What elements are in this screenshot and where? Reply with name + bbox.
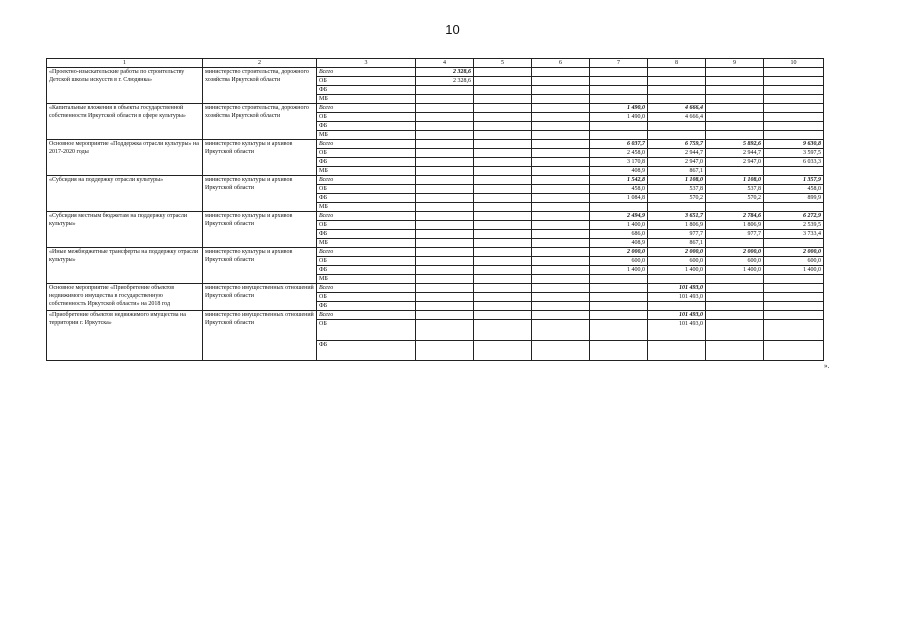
amount-cell: [648, 122, 706, 131]
amount-cell: [590, 320, 648, 341]
funding-source: ОБ: [317, 221, 416, 230]
amount-cell: [764, 341, 824, 361]
amount-cell: [474, 230, 532, 239]
closing-mark: ».: [824, 362, 830, 370]
funding-source: МБ: [317, 95, 416, 104]
amount-cell: [474, 77, 532, 86]
amount-cell: 2 947,0: [648, 158, 706, 167]
column-header: 5: [474, 59, 532, 68]
amount-cell: [474, 341, 532, 361]
amount-cell: 1 400,0: [648, 266, 706, 275]
amount-cell: [648, 203, 706, 212]
amount-cell: [764, 311, 824, 320]
amount-cell: [532, 149, 590, 158]
amount-cell: [474, 68, 532, 77]
amount-cell: [532, 113, 590, 122]
column-header: 9: [706, 59, 764, 68]
table-row: [47, 104, 824, 113]
table-row: [47, 212, 824, 221]
amount-cell: [764, 122, 824, 131]
amount-cell: [532, 266, 590, 275]
amount-cell: 1 400,0: [764, 266, 824, 275]
amount-cell: 1 084,8: [590, 194, 648, 203]
amount-cell: [706, 203, 764, 212]
funding-source: МБ: [317, 275, 416, 284]
amount-cell: 600,0: [648, 257, 706, 266]
amount-cell: [474, 194, 532, 203]
amount-cell: [532, 86, 590, 95]
amount-cell: [416, 221, 474, 230]
amount-cell: [648, 68, 706, 77]
amount-cell: [532, 341, 590, 361]
amount-cell: [764, 113, 824, 122]
amount-cell: [706, 113, 764, 122]
activity-description: «Субсидия местным бюджетам на поддержку отрасли культуры»: [47, 212, 203, 248]
amount-cell: [706, 284, 764, 293]
amount-cell: 3 651,7: [648, 212, 706, 221]
amount-cell: [706, 293, 764, 302]
column-header: 2: [203, 59, 317, 68]
amount-cell: [532, 167, 590, 176]
amount-cell: [532, 194, 590, 203]
amount-cell: [474, 167, 532, 176]
amount-cell: [416, 104, 474, 113]
amount-cell: 458,0: [764, 185, 824, 194]
budget-table: [46, 58, 824, 361]
funding-source: ОБ: [317, 185, 416, 194]
amount-cell: [764, 320, 824, 341]
amount-cell: 2 000,0: [648, 248, 706, 257]
funding-source: ФБ: [317, 122, 416, 131]
amount-cell: [532, 68, 590, 77]
amount-cell: [706, 239, 764, 248]
funding-source: МБ: [317, 203, 416, 212]
amount-cell: [532, 122, 590, 131]
amount-cell: [416, 176, 474, 185]
amount-cell: [416, 167, 474, 176]
amount-cell: [706, 302, 764, 311]
amount-cell: [532, 284, 590, 293]
responsible-executor: министерство культуры и архивов Иркутской области: [203, 140, 317, 176]
amount-cell: [474, 185, 532, 194]
amount-cell: [706, 167, 764, 176]
amount-cell: [532, 176, 590, 185]
amount-cell: 2 000,0: [590, 248, 648, 257]
amount-cell: [474, 293, 532, 302]
amount-cell: [474, 149, 532, 158]
amount-cell: 570,2: [648, 194, 706, 203]
amount-cell: [764, 302, 824, 311]
amount-cell: [532, 77, 590, 86]
funding-source: МБ: [317, 167, 416, 176]
column-header: 3: [317, 59, 416, 68]
amount-cell: [764, 95, 824, 104]
amount-cell: [416, 239, 474, 248]
amount-cell: 1 490,0: [590, 104, 648, 113]
amount-cell: [532, 248, 590, 257]
column-header: 4: [416, 59, 474, 68]
amount-cell: 6 759,7: [648, 140, 706, 149]
amount-cell: 2 000,0: [706, 248, 764, 257]
responsible-executor: министерство культуры и архивов Иркутской области: [203, 212, 317, 248]
funding-source: МБ: [317, 131, 416, 140]
amount-cell: [416, 248, 474, 257]
table-row: [47, 140, 824, 149]
amount-cell: [706, 131, 764, 140]
amount-cell: 867,1: [648, 239, 706, 248]
amount-cell: [648, 341, 706, 361]
funding-source: ОБ: [317, 257, 416, 266]
amount-cell: 2 947,0: [706, 158, 764, 167]
amount-cell: [416, 230, 474, 239]
amount-cell: [648, 302, 706, 311]
amount-cell: 6 037,7: [590, 140, 648, 149]
amount-cell: [590, 341, 648, 361]
amount-cell: [416, 113, 474, 122]
funding-source: ФБ: [317, 194, 416, 203]
amount-cell: [474, 122, 532, 131]
amount-cell: 1 490,0: [590, 113, 648, 122]
amount-cell: 899,9: [764, 194, 824, 203]
amount-cell: [416, 320, 474, 341]
amount-cell: [648, 77, 706, 86]
amount-cell: [764, 77, 824, 86]
amount-cell: 101 493,0: [648, 311, 706, 320]
amount-cell: [532, 320, 590, 341]
amount-cell: [590, 284, 648, 293]
amount-cell: 3 733,4: [764, 230, 824, 239]
amount-cell: [474, 104, 532, 113]
amount-cell: [590, 275, 648, 284]
amount-cell: [706, 104, 764, 113]
amount-cell: 1 400,0: [590, 221, 648, 230]
amount-cell: [532, 104, 590, 113]
amount-cell: [648, 86, 706, 95]
amount-cell: 408,9: [590, 239, 648, 248]
amount-cell: [764, 86, 824, 95]
responsible-executor: министерство имущественных отношений Иркутской области: [203, 311, 317, 361]
amount-cell: 2 494,9: [590, 212, 648, 221]
amount-cell: 2 944,7: [706, 149, 764, 158]
funding-source: Всего: [317, 284, 416, 293]
amount-cell: [416, 212, 474, 221]
amount-cell: 2 539,5: [764, 221, 824, 230]
amount-cell: 1 108,0: [706, 176, 764, 185]
amount-cell: [764, 104, 824, 113]
amount-cell: [474, 86, 532, 95]
amount-cell: [474, 320, 532, 341]
responsible-executor: министерство имущественных отношений Иркутской области: [203, 284, 317, 311]
amount-cell: [532, 293, 590, 302]
amount-cell: [706, 320, 764, 341]
amount-cell: [532, 203, 590, 212]
amount-cell: [532, 140, 590, 149]
amount-cell: [590, 203, 648, 212]
amount-cell: [474, 257, 532, 266]
amount-cell: 537,8: [648, 185, 706, 194]
amount-cell: [648, 95, 706, 104]
funding-source: Всего: [317, 104, 416, 113]
amount-cell: [764, 203, 824, 212]
amount-cell: [474, 221, 532, 230]
amount-cell: [764, 167, 824, 176]
amount-cell: [706, 341, 764, 361]
amount-cell: 1 806,9: [706, 221, 764, 230]
amount-cell: 2 944,7: [648, 149, 706, 158]
funding-source: Всего: [317, 68, 416, 77]
activity-description: «Субсидия на поддержку отрасли культуры»: [47, 176, 203, 212]
amount-cell: [474, 176, 532, 185]
amount-cell: [416, 257, 474, 266]
amount-cell: [416, 140, 474, 149]
activity-description: «Приобретение объектов недвижимого имущества на территории г. Иркутска»: [47, 311, 203, 361]
amount-cell: [416, 293, 474, 302]
amount-cell: [474, 311, 532, 320]
amount-cell: [532, 212, 590, 221]
amount-cell: [474, 203, 532, 212]
amount-cell: [416, 203, 474, 212]
amount-cell: 2 458,0: [590, 149, 648, 158]
amount-cell: 4 666,4: [648, 113, 706, 122]
funding-source: ОБ: [317, 149, 416, 158]
column-header: 7: [590, 59, 648, 68]
amount-cell: [706, 77, 764, 86]
funding-source: Всего: [317, 212, 416, 221]
amount-cell: [590, 77, 648, 86]
table-row: [47, 284, 824, 293]
amount-cell: 6 033,3: [764, 158, 824, 167]
header-row: [47, 59, 824, 68]
funding-source: ОБ: [317, 77, 416, 86]
funding-source: Всего: [317, 311, 416, 320]
amount-cell: [648, 131, 706, 140]
responsible-executor: министерство строительства, дорожного хозяйства Иркутской области: [203, 104, 317, 140]
amount-cell: [416, 275, 474, 284]
amount-cell: [416, 266, 474, 275]
amount-cell: 2 328,6: [416, 77, 474, 86]
funding-source: ФБ: [317, 341, 416, 361]
amount-cell: [416, 149, 474, 158]
amount-cell: 600,0: [764, 257, 824, 266]
amount-cell: [706, 275, 764, 284]
activity-description: Основное мероприятие «Поддержка отрасли культуры» на 2017-2020 годы: [47, 140, 203, 176]
funding-source: ОБ: [317, 293, 416, 302]
amount-cell: 600,0: [590, 257, 648, 266]
amount-cell: [532, 239, 590, 248]
amount-cell: [706, 95, 764, 104]
amount-cell: [474, 275, 532, 284]
amount-cell: [590, 68, 648, 77]
funding-source: Всего: [317, 248, 416, 257]
amount-cell: [532, 275, 590, 284]
amount-cell: 1 542,8: [590, 176, 648, 185]
funding-source: ФБ: [317, 86, 416, 95]
amount-cell: [532, 311, 590, 320]
amount-cell: [648, 275, 706, 284]
amount-cell: [590, 122, 648, 131]
amount-cell: 6 272,9: [764, 212, 824, 221]
amount-cell: [590, 86, 648, 95]
responsible-executor: министерство строительства, дорожного хозяйства Иркутской области: [203, 68, 317, 104]
funding-source: Всего: [317, 140, 416, 149]
amount-cell: [532, 95, 590, 104]
amount-cell: [474, 158, 532, 167]
amount-cell: [532, 158, 590, 167]
activity-description: «Капитальные вложения в объекты государственной собственности Иркутской области в сфере культуры»: [47, 104, 203, 140]
amount-cell: [764, 131, 824, 140]
amount-cell: 570,2: [706, 194, 764, 203]
amount-cell: [706, 311, 764, 320]
amount-cell: 3 597,5: [764, 149, 824, 158]
amount-cell: [416, 86, 474, 95]
amount-cell: 1 400,0: [706, 266, 764, 275]
amount-cell: [474, 140, 532, 149]
funding-source: ОБ: [317, 113, 416, 122]
responsible-executor: министерство культуры и архивов Иркутской области: [203, 248, 317, 284]
amount-cell: 2 328,6: [416, 68, 474, 77]
column-header: 1: [47, 59, 203, 68]
amount-cell: [706, 86, 764, 95]
amount-cell: 1 400,0: [590, 266, 648, 275]
amount-cell: [416, 122, 474, 131]
amount-cell: [764, 293, 824, 302]
amount-cell: [532, 302, 590, 311]
amount-cell: [474, 239, 532, 248]
funding-source: Всего: [317, 176, 416, 185]
amount-cell: 101 493,0: [648, 284, 706, 293]
activity-description: «Проектно-изыскательские работы по строительству Детской школы искусств в г. Слюдянка»: [47, 68, 203, 104]
amount-cell: [474, 248, 532, 257]
activity-description: «Иные межбюджетные трансферты на поддержку отрасли культуры»: [47, 248, 203, 284]
amount-cell: [764, 239, 824, 248]
amount-cell: 2 784,6: [706, 212, 764, 221]
funding-source: МБ: [317, 239, 416, 248]
amount-cell: [764, 284, 824, 293]
amount-cell: 867,1: [648, 167, 706, 176]
funding-source: ОБ: [317, 320, 416, 341]
amount-cell: [590, 311, 648, 320]
column-header: 10: [764, 59, 824, 68]
table-body: [47, 68, 824, 361]
amount-cell: [416, 302, 474, 311]
amount-cell: 1 806,9: [648, 221, 706, 230]
amount-cell: [532, 257, 590, 266]
amount-cell: [416, 341, 474, 361]
amount-cell: [706, 122, 764, 131]
amount-cell: [416, 185, 474, 194]
amount-cell: 101 493,0: [648, 293, 706, 302]
amount-cell: [416, 311, 474, 320]
amount-cell: [532, 221, 590, 230]
amount-cell: 537,8: [706, 185, 764, 194]
amount-cell: 600,0: [706, 257, 764, 266]
amount-cell: [590, 95, 648, 104]
amount-cell: [590, 302, 648, 311]
amount-cell: 3 170,8: [590, 158, 648, 167]
column-header: 8: [648, 59, 706, 68]
amount-cell: [532, 131, 590, 140]
amount-cell: 5 892,6: [706, 140, 764, 149]
amount-cell: 408,9: [590, 167, 648, 176]
amount-cell: [474, 302, 532, 311]
amount-cell: 4 666,4: [648, 104, 706, 113]
amount-cell: [474, 131, 532, 140]
funding-source: ФБ: [317, 266, 416, 275]
column-header: 6: [532, 59, 590, 68]
amount-cell: 458,0: [590, 185, 648, 194]
amount-cell: [474, 284, 532, 293]
amount-cell: 101 493,0: [648, 320, 706, 341]
amount-cell: 686,0: [590, 230, 648, 239]
funding-source: ФБ: [317, 230, 416, 239]
amount-cell: [416, 131, 474, 140]
amount-cell: 9 630,8: [764, 140, 824, 149]
amount-cell: 977,7: [648, 230, 706, 239]
amount-cell: [416, 95, 474, 104]
amount-cell: [532, 185, 590, 194]
table-row: [47, 176, 824, 185]
amount-cell: 1 108,0: [648, 176, 706, 185]
amount-cell: [474, 113, 532, 122]
amount-cell: 2 000,0: [764, 248, 824, 257]
table-row: [47, 248, 824, 257]
amount-cell: [474, 212, 532, 221]
amount-cell: 977,7: [706, 230, 764, 239]
funding-source: ФБ: [317, 302, 416, 311]
amount-cell: [764, 68, 824, 77]
page-number: 10: [445, 22, 460, 37]
amount-cell: [474, 95, 532, 104]
amount-cell: [590, 293, 648, 302]
amount-cell: [764, 275, 824, 284]
table-row: [47, 311, 824, 320]
activity-description: Основное мероприятие «Приобретение объектов недвижимого имущества в государственную собственность Иркутской области» на 2018 год: [47, 284, 203, 311]
amount-cell: 1 357,9: [764, 176, 824, 185]
amount-cell: [416, 194, 474, 203]
table-row: [47, 68, 824, 77]
responsible-executor: министерство культуры и архивов Иркутской области: [203, 176, 317, 212]
amount-cell: [706, 68, 764, 77]
amount-cell: [590, 131, 648, 140]
amount-cell: [474, 266, 532, 275]
amount-cell: [416, 158, 474, 167]
amount-cell: [416, 284, 474, 293]
amount-cell: [532, 230, 590, 239]
funding-source: ФБ: [317, 158, 416, 167]
